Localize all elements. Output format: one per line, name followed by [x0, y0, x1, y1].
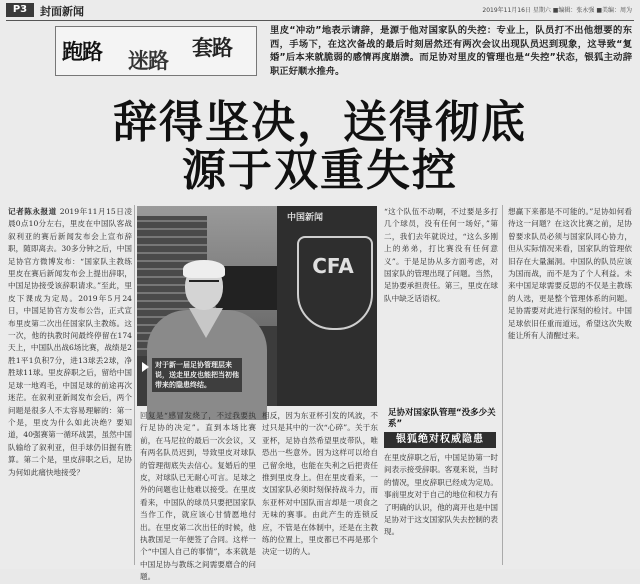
- section-title: 封面新闻: [40, 5, 84, 18]
- article-column-2: [140, 410, 256, 582]
- column-divider: [134, 205, 135, 565]
- byline: 记者陈永报道: [8, 207, 57, 216]
- article-column-5: [508, 206, 632, 564]
- kicker-word-3: 套路: [192, 36, 232, 60]
- page-number: P3: [6, 3, 34, 17]
- cfa-logo-icon: [297, 236, 373, 330]
- caption-arrow-icon: [142, 362, 149, 372]
- deck-summary: 里皮“冲动”地表示请辞，是源于他对国家队的失控：专业上，队员打不出他想要的东西，手场下，在这次备战的最后时刻居然还有两次会议出现队员迟到现象，这导致“复婚”后本来就脆弱的感情再度崩溃。而足协对里皮的管理也是“失控”状态，银狐主动辞职正好顺水推舟。: [270, 25, 632, 77]
- article-column-1: [8, 206, 132, 564]
- article-column-3: [262, 410, 378, 564]
- masthead: [0, 0, 640, 20]
- column-3-text: 相反，因为东亚杯引发的风波，不过只是其中的一次“心碎”。关于东亚杯，足协自然希望里皮带队，唯恐出一些意外。因为这样可以给自己留余地，也能在失利之后把责任推到里皮身上。但在里皮看来，一支国家队必须时刻保持战斗力，而东亚杯对中国队而言却是一项食之无味的赛事。由此产生的连锁反应，不管是在体制中，还是在主教练的位置上，里皮都已不再是那个决定一切的人。: [262, 411, 378, 557]
- article-column-4-top: [384, 206, 498, 406]
- column-5-text: 想赢下来都是不可能的。”足协如何看待这一问题？在这次比赛之前，足协曾要求队员必须与国家队同心协力，但从实际情况来看，国家队的管理依旧存在大量漏洞。中国队的队员应该为国而战，而不是为了个人利益。未来中国足球需要反思的不仅是主教练的人选，更是整个管理体系的问题。足协需要对此进行深刻的检讨。中国足球依旧任重而道远，希望这次失败能让所有人清醒过来。: [508, 207, 632, 341]
- photo-person-hair: [183, 260, 225, 278]
- column-divider: [502, 205, 503, 565]
- column-4-text-top: “这个队伍不动啊，不过要是多打几个球员，没有任何一场好，”第二，我们去年就说过，“这么多刚上的弟弟，打比赛没有任何意义”。于是足协从多方面考虑，对国家队的管理出现了问题。当然，足协要承担责任。第三，里皮在球队中缺乏话语权。: [384, 207, 498, 303]
- kicker-word-1: 跑路: [62, 40, 102, 64]
- top-rule: [6, 20, 634, 21]
- kicker-word-2: 迷路: [128, 49, 168, 73]
- dateline: 2019年11月16日 星期六 ■编辑：张永强 ■美编：周为: [482, 7, 632, 14]
- column-1-text: 2019年11月15日凌晨0点10分左右，里皮在中国队客战叙利亚的赛后新闻发布会上宣布辞职，随即离去。30多分钟之后，中国足协官方微博发布：“国家队主教练里皮在赛后新闻发布会上提出辞职，中国足协接受该辞职请求。”至此，里皮下课成为定局。2019年5月24日，中国足协官方发布公告，正式宣布里皮第二次出任国家队主教练。这一次，他的执教时间最终停留在174天上，中国队出战6场比赛，战绩是2胜1平1负积7分，进13球丢2球，净胜球11球。里皮辞职之后，留给中国足球一地鸡毛，中国足球的前途再次迷茫。在叙利亚新闻发布会后，两个问题是很多人不太容易理解的：第一个是，里皮为什么如此决绝？要知道，40强赛第一循环战罢，虽然中国队输给了叙利亚，但手球仍旧握有胜算。第二个是，里皮辞职之后，足协为何如此痛快地接受？: [8, 207, 132, 477]
- headline-line-1: 辞得坚决，送得彻底: [113, 97, 527, 148]
- column-4-text-bottom: 在里皮辞职之后，中国足协第一时间表示接受辞职。客观来说，当时的情况，里皮辞职已经成为定局。事前里皮对于自己的地位和权力有了明确的认识，他的离开也是中国足协对于这支国家队失去控制的表现。: [384, 453, 498, 537]
- column-2-text: 回复是“感冒发烧了，不过我要执行足协的决定”。直到本场比赛前，在马尼拉的最后一次会议，又有两名队员迟到，导致里皮对球队的管理彻底失去信心。复婚后的里皮，对球队已无耐心可言。足球之外的问题也让他难以接受。在里皮看来，中国队的球员只要把国家队当作工作，就应该心甘情愿地付出。在里皮第二次出任的时候，他执教国足一年便签了合同。这样一个“中国人自己的事情”，本来就是中国足协与教练之间需要磨合的问题。: [140, 411, 256, 582]
- subheading: 足协对国家队管理“没多少关系”: [388, 408, 496, 429]
- kicker-box: [55, 26, 257, 76]
- subheading-bar: 银狐绝对权威隐患: [384, 432, 496, 448]
- cfa-logo-text: CFA: [312, 254, 354, 278]
- photo-sign-text: 中国新闻: [287, 213, 324, 223]
- photo-caption: 对于新一届足协管理层来说，送走里皮也能把当初他带来的隐患终结。: [152, 358, 242, 392]
- headline-line-2: 源于双重失控: [182, 145, 458, 196]
- photo-glasses: [189, 280, 219, 288]
- article-column-4-bottom: [384, 452, 498, 564]
